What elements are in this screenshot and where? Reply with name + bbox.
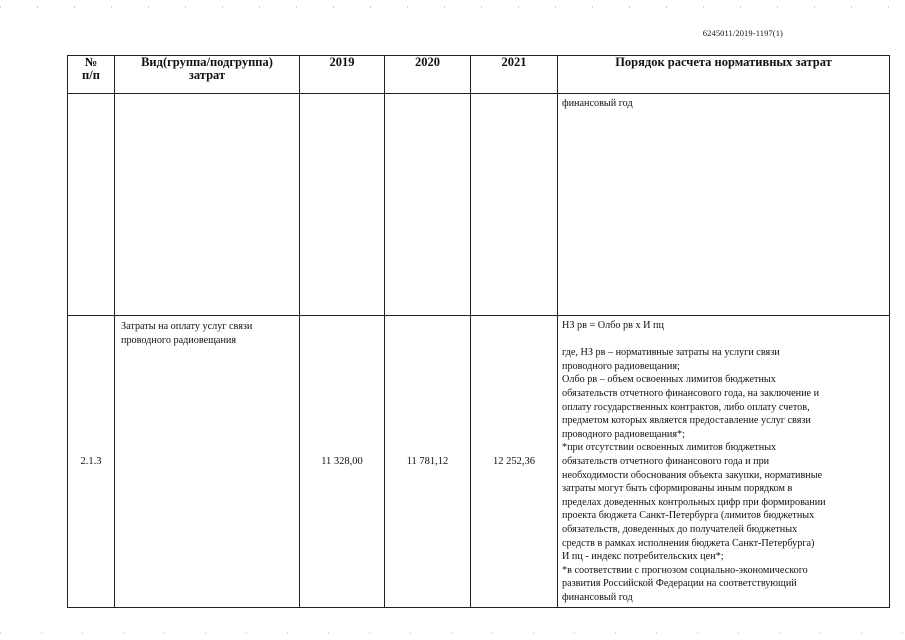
row-value-2019 [300, 94, 385, 316]
header-number: № п/п [68, 56, 115, 94]
order-line: *в соответствии с прогнозом социально-экономического [562, 564, 808, 576]
row-kind [115, 94, 300, 316]
order-line: обязательств отчетного финансового года и при [562, 455, 770, 467]
order-line: обязательств отчетного финансового года, на заключение и [562, 387, 820, 399]
row-order [558, 94, 890, 316]
order-line: проводного радиовещания*; [562, 428, 685, 440]
header-kind: Вид(группа/подгруппа) затрат [115, 56, 300, 94]
order-line: И пц - индекс потребительских цен*; [562, 551, 724, 563]
order-line: затраты могут быть сформированы иным порядком в [562, 483, 793, 495]
header-2021: 2021 [471, 56, 558, 94]
order-line: средств в рамках исполнения бюджета Санкт-Петербурга) [562, 537, 815, 549]
order-line: финансовый год [562, 591, 633, 603]
header-2019: 2019 [300, 56, 385, 94]
row-number: 2.1.3 [68, 316, 115, 608]
document-code: 6245011/2019-1197(1) [702, 28, 783, 38]
order-line: финансовый год [562, 98, 633, 109]
order-line: обязательств, доведенных до получателей бюджетных [562, 523, 798, 535]
table-row [68, 316, 890, 608]
scan-artifact-bottom [0, 632, 905, 634]
row-kind: Затраты на оплату услуг связи проводного радиовещания [115, 316, 300, 608]
order-line: предметом которых является предоставление услуг связи [562, 415, 811, 427]
header-2020: 2020 [385, 56, 471, 94]
row-value-2020 [385, 94, 471, 316]
row-value-2021 [471, 94, 558, 316]
order-line: Олбо рв – объем освоенных лимитов бюджетных [562, 374, 776, 386]
row-order [558, 316, 890, 608]
cost-table [67, 55, 890, 608]
order-line-blank [562, 333, 885, 347]
row-number [68, 94, 115, 316]
table-header-row [68, 56, 890, 94]
order-line: НЗ рв = Олбо рв х И пц [562, 320, 664, 331]
order-line: развития Российской Федерации на соответствующий [562, 578, 797, 590]
header-order: Порядок расчета нормативных затрат [558, 56, 890, 94]
order-line: пределах доведенных контрольных цифр при формировании [562, 496, 826, 508]
order-line: оплату государственных контрактов, либо оплату счетов, [562, 401, 810, 413]
order-line: проекта бюджета Санкт-Петербурга (лимитов бюджетных [562, 510, 815, 522]
table-row [68, 94, 890, 316]
order-line: проводного радиовещания; [562, 360, 680, 372]
row-value-2021: 12 252,36 [471, 316, 558, 608]
order-line: необходимости обоснования объекта закупки, нормативные [562, 469, 823, 481]
order-line: где, НЗ рв – нормативные затраты на услуги связи [562, 347, 780, 359]
order-line: *при отсутствии освоенных лимитов бюджетных [562, 442, 777, 454]
row-value-2019: 11 328,00 [300, 316, 385, 608]
row-value-2020: 11 781,12 [385, 316, 471, 608]
scan-artifact-top [0, 6, 905, 8]
